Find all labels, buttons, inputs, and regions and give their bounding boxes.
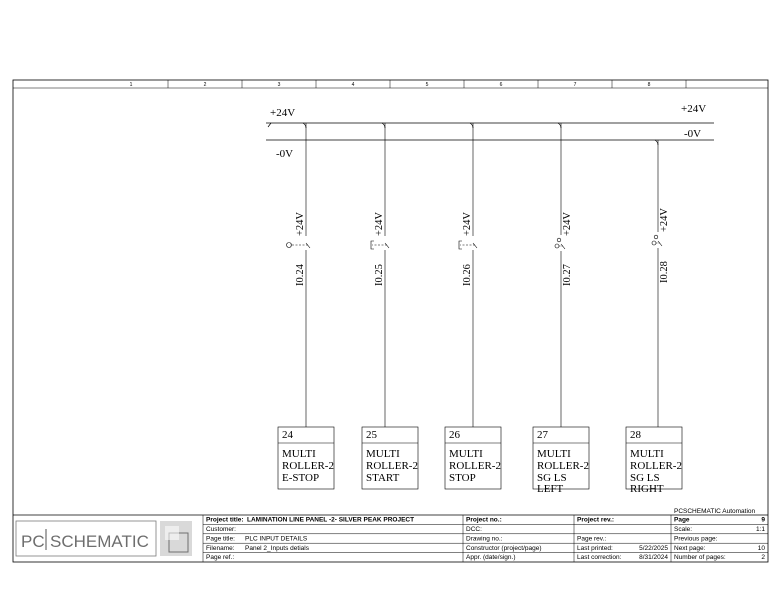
device-label-line: MULTI bbox=[630, 448, 664, 460]
dcc-label: DCC: bbox=[466, 526, 482, 533]
device-label-line: SG LS bbox=[630, 472, 660, 484]
supply-label: +24V bbox=[462, 211, 473, 236]
rail-junction bbox=[655, 140, 658, 145]
page-number: 9 bbox=[761, 516, 765, 524]
rail-0v-label-left: -0V bbox=[276, 148, 294, 160]
ruler-number: 1 bbox=[129, 82, 133, 88]
ruler-number: 7 bbox=[573, 82, 577, 88]
device-label-line: START bbox=[366, 472, 400, 484]
logo-text-right: SCHEMATIC bbox=[50, 532, 149, 551]
title-block bbox=[13, 508, 768, 562]
device-label-line: SG LS bbox=[537, 472, 567, 484]
device-label-line: LEFT bbox=[537, 483, 564, 495]
page-ref-label: Page ref.: bbox=[206, 554, 235, 562]
project-no-label: Project no.: bbox=[466, 516, 502, 524]
ruler-number: 2 bbox=[203, 82, 207, 88]
next-page: 10 bbox=[757, 544, 765, 552]
filename: Panel 2_Inputs detials bbox=[245, 544, 309, 552]
customer-label: Customer: bbox=[206, 526, 236, 533]
supply-label: +24V bbox=[295, 211, 306, 236]
scale: 1:1 bbox=[755, 526, 765, 533]
logo-text-left: PC bbox=[21, 532, 45, 551]
number-of-pages-label: Number of pages: bbox=[674, 554, 726, 562]
project-title: LAMINATION LINE PANEL -2- SILVER PEAK PROJECT bbox=[247, 516, 415, 524]
pushbutton-contact-icon bbox=[459, 241, 477, 249]
plc-address: I0.24 bbox=[295, 264, 306, 286]
rail-junction bbox=[558, 123, 561, 128]
device-label-line: E-STOP bbox=[282, 472, 320, 484]
circuit-24 bbox=[278, 123, 334, 489]
page-title: PLC INPUT DETAILS bbox=[245, 535, 308, 543]
ruler-number: 3 bbox=[277, 82, 281, 88]
last-printed: 5/22/2025 bbox=[639, 544, 668, 552]
rail-24v-label-left: +24V bbox=[270, 107, 296, 119]
ruler-number: 6 bbox=[499, 82, 503, 88]
terminal-number: 27 bbox=[537, 429, 548, 441]
rail-junction bbox=[382, 123, 385, 128]
device-label-line: MULTI bbox=[537, 448, 571, 460]
device-label-line: ROLLER-2 bbox=[630, 460, 682, 472]
terminal-number: 25 bbox=[366, 429, 377, 441]
terminal-number: 24 bbox=[282, 429, 293, 441]
ruler-number: 4 bbox=[351, 82, 355, 88]
plc-address: I0.25 bbox=[374, 264, 385, 286]
device-label-line: ROLLER-2 bbox=[537, 460, 589, 472]
plc-address: I0.27 bbox=[562, 264, 573, 286]
plc-address: I0.28 bbox=[659, 261, 670, 283]
device-label-line: RIGHT bbox=[630, 483, 664, 495]
last-correction-label: Last correction: bbox=[577, 554, 622, 562]
device-label-line: STOP bbox=[449, 472, 476, 484]
next-page-label: Next page: bbox=[674, 544, 706, 552]
circuit-25 bbox=[362, 123, 418, 489]
project-title-label: Project title: bbox=[206, 516, 244, 524]
page-label: Page bbox=[674, 516, 690, 524]
device-label-line: MULTI bbox=[366, 448, 400, 460]
filename-label: Filename: bbox=[206, 544, 235, 552]
device-label-line: ROLLER-2 bbox=[449, 460, 501, 472]
ruler-number: 8 bbox=[647, 82, 651, 88]
supply-label: +24V bbox=[562, 211, 573, 236]
drawing-no-label: Drawing no.: bbox=[466, 535, 503, 543]
terminal-number: 28 bbox=[630, 429, 641, 441]
rail-24v-label-right: +24V bbox=[681, 103, 707, 115]
appr-label: Appr. (date/sign.) bbox=[466, 554, 516, 562]
terminal-number: 26 bbox=[449, 429, 460, 441]
last-printed-label: Last printed: bbox=[577, 544, 613, 552]
device-label-line: MULTI bbox=[282, 448, 316, 460]
project-rev-label: Project rev.: bbox=[577, 516, 615, 524]
constructor-label: Constructor (project/page) bbox=[466, 544, 542, 552]
pushbutton-contact-icon bbox=[371, 241, 389, 249]
device-label-line: ROLLER-2 bbox=[366, 460, 418, 472]
rail-junction bbox=[303, 123, 306, 128]
plc-address: I0.26 bbox=[462, 264, 473, 286]
limit-switch-contact-icon bbox=[555, 238, 565, 249]
last-correction: 8/31/2024 bbox=[639, 554, 668, 562]
scale-label: Scale: bbox=[674, 526, 693, 533]
page-title-label: Page title: bbox=[206, 535, 235, 543]
previous-page-label: Previous page: bbox=[674, 535, 718, 543]
rail-24v-entry-arrow bbox=[268, 123, 271, 127]
circuit-28 bbox=[626, 140, 682, 495]
page-rev-label: Page rev.: bbox=[577, 535, 607, 543]
supply-label: +24V bbox=[659, 207, 670, 232]
device-label-line: ROLLER-2 bbox=[282, 460, 334, 472]
brand-label: PCSCHEMATIC Automation bbox=[674, 508, 756, 515]
circuit-26 bbox=[445, 123, 501, 489]
supply-label: +24V bbox=[374, 211, 385, 236]
number-of-pages: 2 bbox=[761, 554, 765, 562]
rail-0v-label-right: -0V bbox=[684, 128, 702, 140]
limit-switch-contact-icon bbox=[652, 235, 662, 246]
circuit-27 bbox=[533, 123, 589, 495]
ruler-number: 5 bbox=[425, 82, 429, 88]
estop-contact-icon bbox=[287, 243, 311, 249]
power-rails bbox=[266, 103, 714, 160]
device-label-line: MULTI bbox=[449, 448, 483, 460]
rail-junction bbox=[470, 123, 473, 128]
